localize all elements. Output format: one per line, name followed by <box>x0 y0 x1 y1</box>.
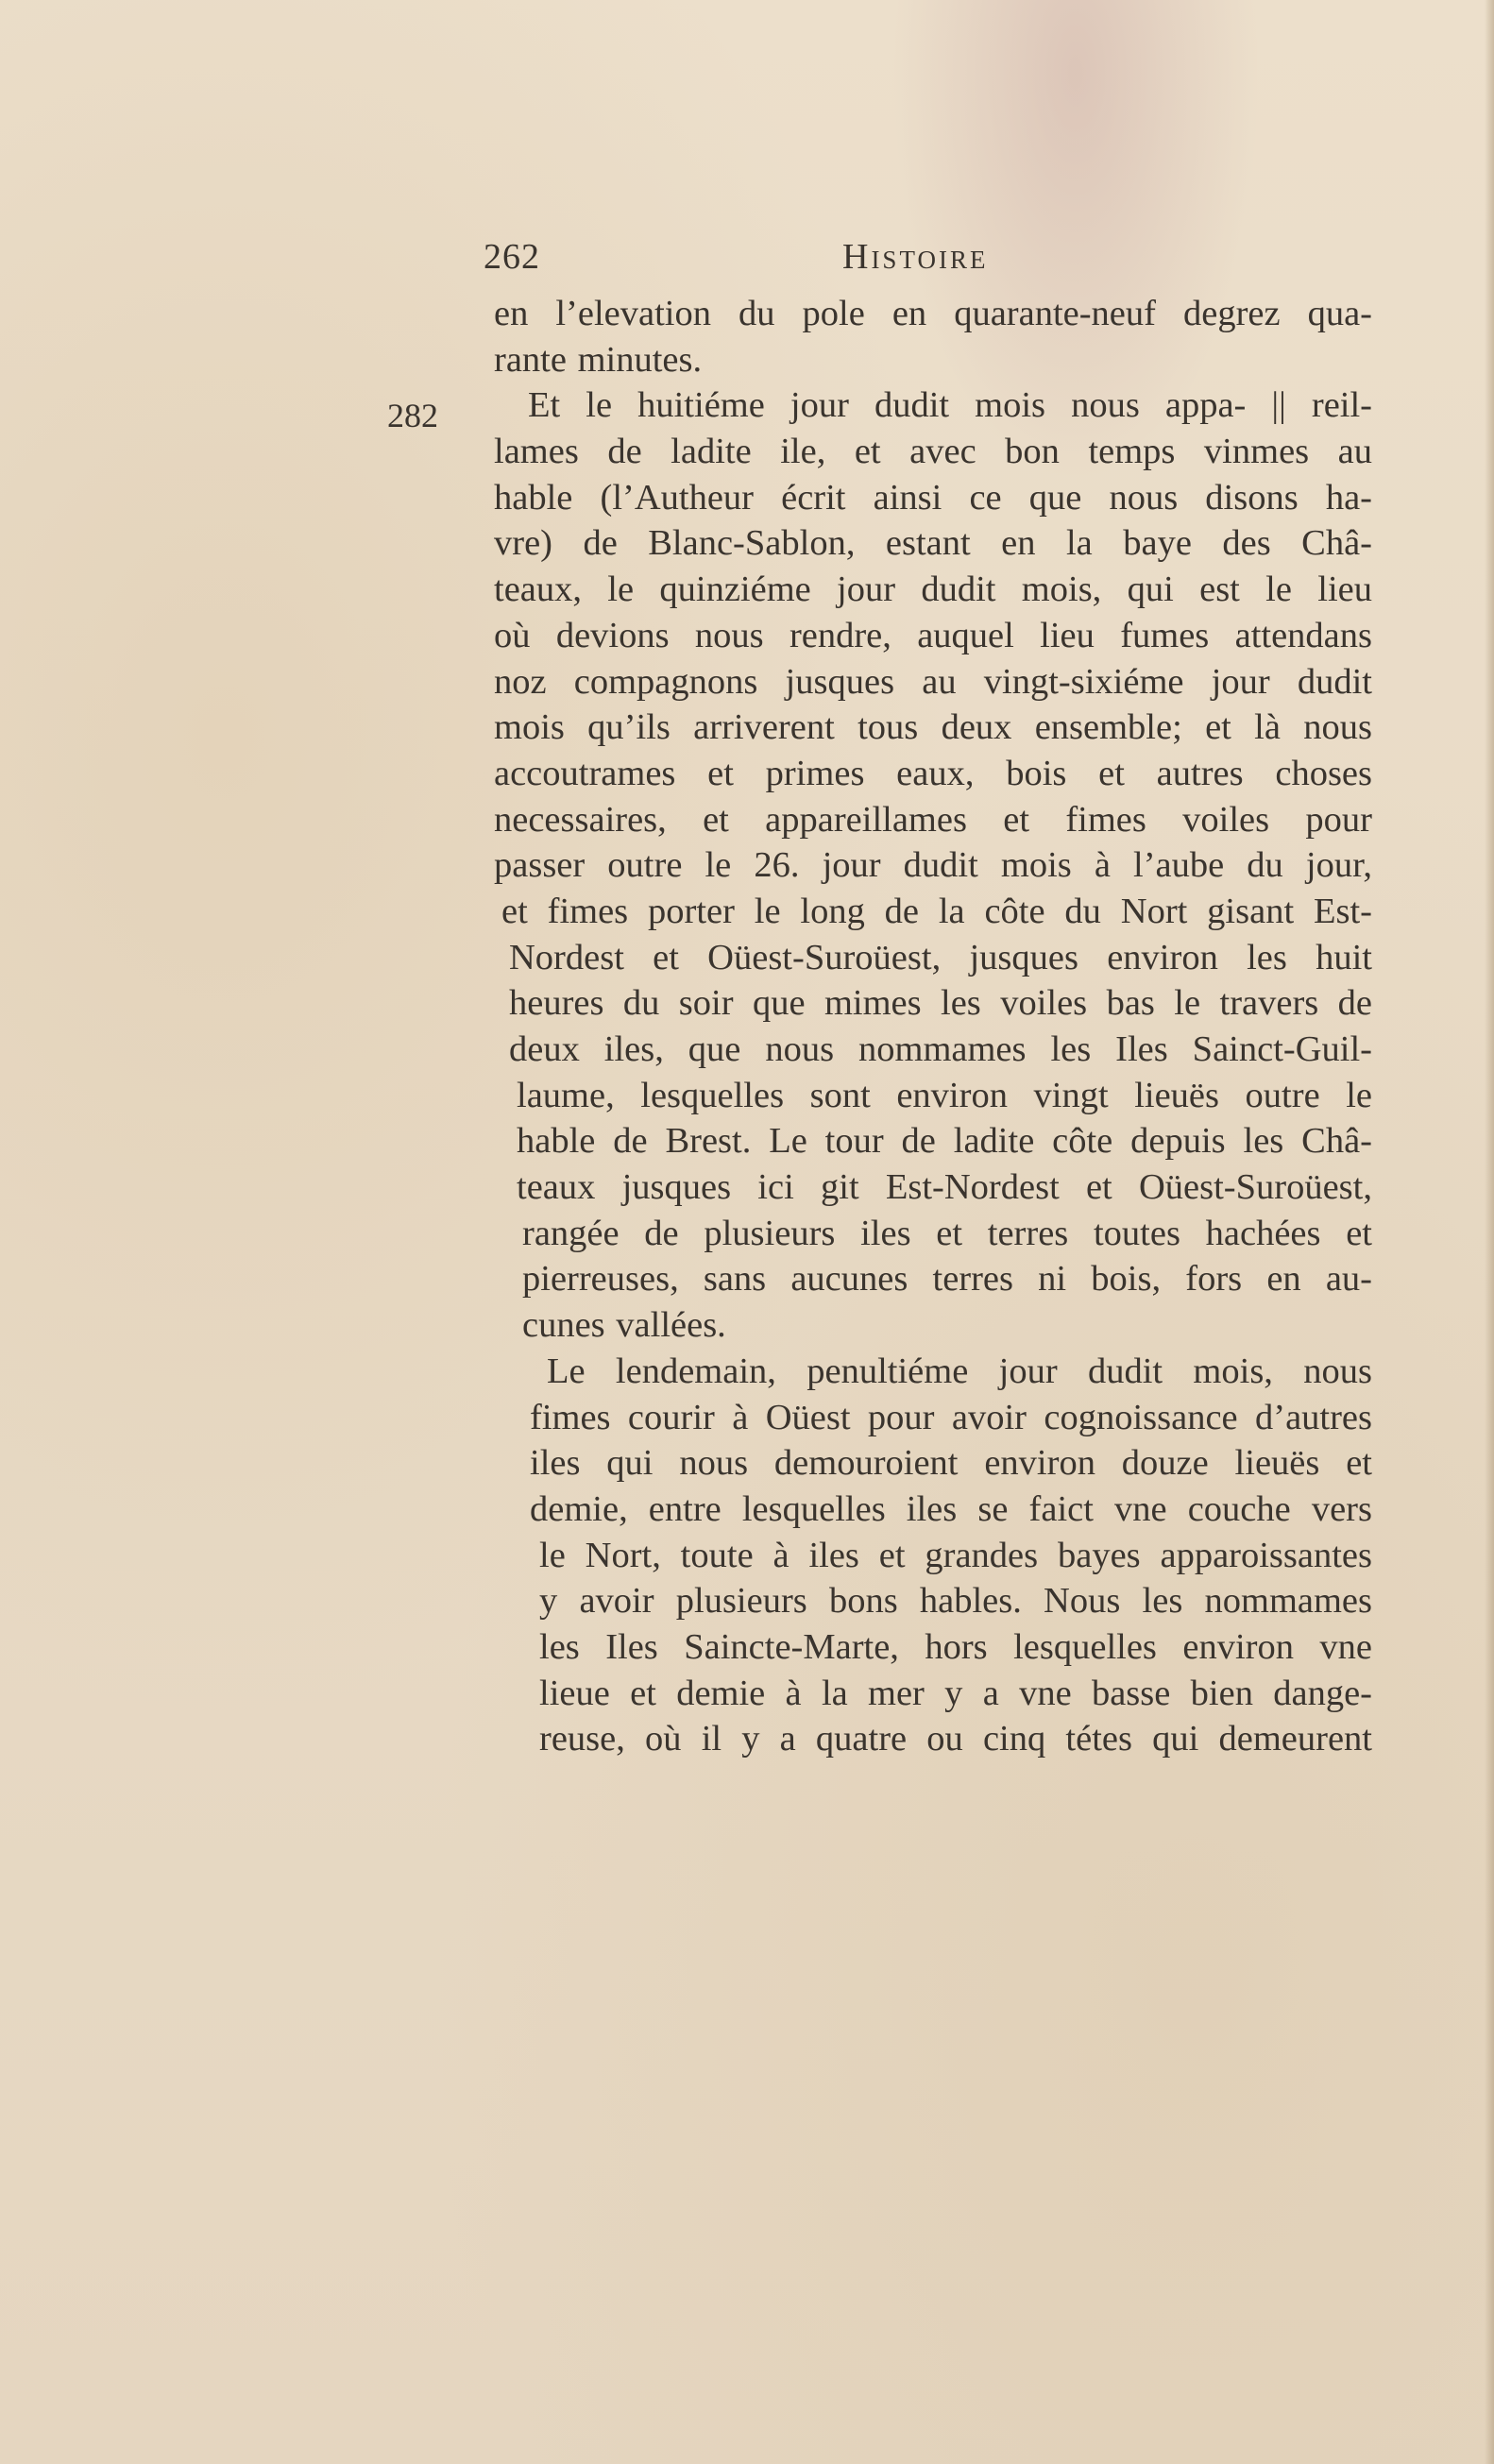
text-line: mois qu’ils arriverent tous deux ensemble; et là nous <box>494 707 1372 748</box>
text-line: teaux, le quinziéme jour dudit mois, qui est le lieu <box>494 569 1372 610</box>
page-header <box>484 236 1031 283</box>
text-line: et fimes porter le long de la côte du Nort gisant Est- <box>501 891 1372 931</box>
text-line: vre) de Blanc-Sablon, estant en la baye des Châ- <box>494 523 1372 564</box>
text-line: pierreuses, sans aucunes terres ni bois, fors en au- <box>522 1259 1372 1300</box>
text-line: fimes courir à Oüest pour avoir cognoissance d’autres <box>530 1397 1372 1437</box>
body-text <box>494 291 1372 1762</box>
text-line: le Nort, toute à iles et grandes bayes apparoissantes <box>539 1535 1372 1575</box>
text-line: necessaires, et appareillames et fimes voiles pour <box>494 799 1372 840</box>
page-number: 262 <box>484 237 540 277</box>
text-line: noz compagnons jusques au vingt-sixiéme jour dudit <box>494 661 1372 702</box>
text-line: où devions nous rendre, auquel lieu fumes attendans <box>494 615 1372 655</box>
text-line: hable (l’Autheur écrit ainsi ce que nous disons ha- <box>494 477 1372 518</box>
text-line: Et le huitiéme jour dudit mois nous appa- || reil- <box>528 385 1372 426</box>
running-head: Histoire <box>842 237 989 277</box>
text-line: lames de ladite ile, et avec bon temps vinmes au <box>494 432 1372 472</box>
text-line: heures du soir que mimes les voiles bas le travers de <box>509 983 1372 1024</box>
text-line: les Iles Saincte-Marte, hors lesquelles environ vne <box>539 1626 1372 1667</box>
text-line: Nordest et Oüest-Suroüest, jusques environ les huit <box>509 937 1372 977</box>
text-line: cunes vallées. <box>522 1305 726 1346</box>
text-line: laume, lesquelles sont environ vingt lieuës outre le <box>517 1075 1372 1115</box>
text-line: deux iles, que nous nommames les Iles Sainct-Guil- <box>509 1029 1372 1069</box>
margin-note: 282 <box>387 397 438 434</box>
text-line: demie, entre lesquelles iles se faict vne couche vers <box>530 1488 1372 1529</box>
text-line: rante minutes. <box>494 339 703 380</box>
text-line: accoutrames et primes eaux, bois et autres choses <box>494 753 1372 793</box>
text-line: hable de Brest. Le tour de ladite côte depuis les Châ- <box>517 1121 1372 1162</box>
text-line: y avoir plusieurs bons hables. Nous les nommames <box>539 1581 1372 1622</box>
text-line: reuse, où il y a quatre ou cinq tétes qui demeurent <box>539 1719 1372 1759</box>
page-edge-shadow <box>1485 0 1494 2464</box>
text-line: passer outre le 26. jour dudit mois à l’aube du jour, <box>494 845 1372 886</box>
text-line: lieue et demie à la mer y a vne basse bien dange- <box>539 1673 1372 1713</box>
text-line: iles qui nous demouroient environ douze lieuës et <box>530 1443 1372 1484</box>
text-line: Le lendemain, penultiéme jour dudit mois, nous <box>547 1351 1372 1391</box>
text-line: en l’elevation du pole en quarante-neuf degrez qua- <box>494 294 1372 333</box>
text-line: rangée de plusieurs iles et terres toutes hachées et <box>522 1213 1372 1253</box>
text-line: teaux jusques ici git Est-Nordest et Oüest-Suroüest, <box>517 1167 1372 1208</box>
